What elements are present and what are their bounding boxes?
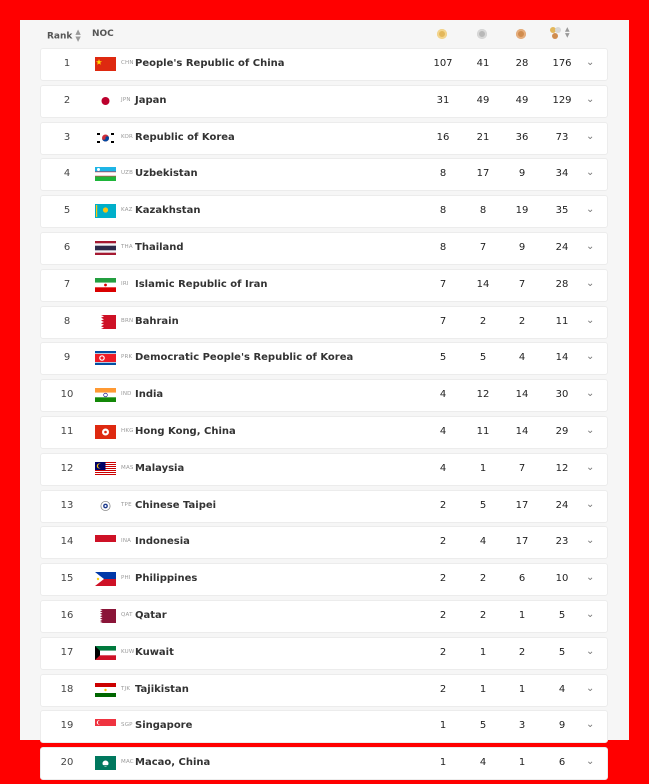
noc-code: QAT bbox=[121, 611, 133, 618]
gold-medal-icon[interactable] bbox=[437, 29, 447, 39]
table-row[interactable] bbox=[40, 674, 608, 707]
silver-count: 17 bbox=[476, 168, 490, 180]
total-medals-sort[interactable] bbox=[550, 27, 572, 41]
table-row[interactable] bbox=[40, 600, 608, 633]
bronze-count: 28 bbox=[515, 58, 529, 69]
silver-count: 5 bbox=[479, 352, 487, 364]
rank-value: 16 bbox=[60, 609, 74, 621]
bronze-count: 19 bbox=[515, 205, 529, 217]
noc-code: SGP bbox=[121, 722, 133, 729]
medal-table-panel bbox=[20, 20, 629, 769]
table-header bbox=[20, 20, 629, 48]
total-count: 4 bbox=[558, 683, 566, 695]
table-row[interactable] bbox=[40, 453, 608, 486]
table-row[interactable] bbox=[40, 269, 608, 302]
hkg-flag-icon bbox=[95, 425, 116, 439]
tpe-flag-icon bbox=[95, 499, 116, 513]
chevron-down-icon[interactable]: ⌄ bbox=[586, 719, 595, 731]
chevron-down-icon[interactable]: ⌄ bbox=[586, 498, 595, 510]
chevron-down-icon[interactable]: ⌄ bbox=[586, 535, 595, 547]
silver-count: 1 bbox=[479, 646, 487, 658]
rank-value: 14 bbox=[60, 536, 74, 548]
bronze-count: 36 bbox=[515, 131, 529, 143]
sort-icon[interactable]: ▲ ▼ bbox=[75, 28, 81, 43]
chevron-down-icon[interactable]: ⌄ bbox=[586, 645, 595, 657]
total-count: 34 bbox=[555, 168, 569, 180]
noc-code: CHN bbox=[121, 60, 134, 66]
silver-count: 14 bbox=[476, 278, 490, 290]
ina-flag-icon bbox=[95, 535, 116, 549]
bronze-count: 2 bbox=[518, 646, 526, 658]
rank-value: 20 bbox=[60, 757, 74, 769]
silver-count: 2 bbox=[479, 315, 487, 327]
bronze-count: 4 bbox=[518, 352, 526, 364]
gold-count: 2 bbox=[439, 499, 447, 511]
table-row[interactable] bbox=[40, 379, 608, 412]
total-count: 6 bbox=[558, 757, 566, 769]
qat-flag-icon bbox=[95, 609, 116, 623]
total-count: 12 bbox=[555, 462, 569, 474]
gold-count: 5 bbox=[439, 352, 447, 364]
chevron-down-icon[interactable]: ⌄ bbox=[586, 130, 595, 142]
bronze-count: 3 bbox=[518, 720, 526, 732]
total-count: 5 bbox=[558, 609, 566, 621]
country-name[interactable]: Malaysia bbox=[135, 462, 185, 474]
noc-code: THA bbox=[121, 243, 133, 250]
table-row[interactable] bbox=[40, 747, 608, 780]
noc-code: INA bbox=[121, 538, 132, 545]
silver-count: 1 bbox=[479, 462, 487, 474]
noc-code: MAS bbox=[121, 464, 134, 471]
noc-code: MAC bbox=[121, 759, 134, 766]
chevron-down-icon[interactable]: ⌄ bbox=[586, 424, 595, 436]
table-row[interactable] bbox=[40, 637, 608, 670]
total-count: 10 bbox=[555, 573, 569, 585]
kor-flag-icon bbox=[95, 131, 116, 145]
rank-value: 9 bbox=[63, 352, 71, 364]
bronze-count: 1 bbox=[518, 609, 526, 621]
total-count: 29 bbox=[555, 425, 569, 437]
kaz-flag-icon bbox=[95, 204, 116, 218]
table-row[interactable] bbox=[40, 195, 608, 228]
silver-count: 5 bbox=[479, 499, 487, 511]
rank-value: 2 bbox=[63, 94, 71, 106]
total-count: 73 bbox=[555, 131, 569, 143]
bronze-count: 9 bbox=[518, 168, 526, 180]
country-name[interactable]: Chinese Taipei bbox=[135, 499, 217, 511]
gold-count: 4 bbox=[439, 425, 447, 437]
table-row[interactable] bbox=[40, 526, 608, 559]
sort-icon: ▲ ▼ bbox=[565, 26, 570, 39]
noc-code: JPN bbox=[121, 96, 131, 103]
chevron-down-icon[interactable]: ⌄ bbox=[586, 204, 595, 216]
bronze-count: 7 bbox=[518, 462, 526, 474]
bronze-count: 1 bbox=[518, 757, 526, 769]
brn-flag-icon bbox=[95, 315, 116, 329]
gold-count: 1 bbox=[439, 720, 447, 732]
chevron-down-icon[interactable]: ⌄ bbox=[586, 314, 595, 326]
rank-value: 10 bbox=[60, 389, 74, 401]
rank-value: 18 bbox=[60, 683, 74, 695]
total-count: 23 bbox=[555, 536, 569, 548]
medal-table-rows bbox=[40, 48, 608, 784]
rank-value: 11 bbox=[60, 425, 74, 437]
silver-count: 8 bbox=[479, 205, 487, 217]
country-name[interactable]: Islamic Republic of Iran bbox=[135, 278, 268, 290]
gold-count: 8 bbox=[439, 168, 447, 180]
noc-code: KAZ bbox=[121, 207, 133, 214]
bronze-count: 14 bbox=[515, 389, 529, 401]
country-name[interactable]: Democratic People's Republic of Korea bbox=[135, 352, 354, 364]
total-count: 24 bbox=[555, 241, 569, 253]
gold-count: 2 bbox=[439, 573, 447, 585]
silver-count: 1 bbox=[479, 683, 487, 695]
chevron-down-icon[interactable]: ⌄ bbox=[586, 57, 595, 68]
total-count: 28 bbox=[555, 278, 569, 290]
country-name[interactable]: India bbox=[135, 389, 164, 401]
tjk-flag-icon bbox=[95, 683, 116, 697]
bronze-count: 7 bbox=[518, 278, 526, 290]
gold-count: 2 bbox=[439, 536, 447, 548]
chevron-down-icon[interactable]: ⌄ bbox=[586, 93, 595, 105]
gold-count: 2 bbox=[439, 646, 447, 658]
silver-count: 7 bbox=[479, 241, 487, 253]
chevron-down-icon[interactable]: ⌄ bbox=[586, 756, 595, 768]
gold-count: 1 bbox=[439, 757, 447, 769]
chevron-down-icon[interactable]: ⌄ bbox=[586, 682, 595, 694]
noc-code: TJK bbox=[121, 685, 131, 692]
uzb-flag-icon bbox=[95, 167, 116, 181]
gold-count: 107 bbox=[433, 58, 453, 69]
country-name[interactable]: Philippines bbox=[135, 573, 198, 585]
table-row[interactable] bbox=[40, 306, 608, 339]
noc-code: PRK bbox=[121, 354, 133, 361]
total-count: 129 bbox=[552, 94, 572, 106]
bronze-count: 49 bbox=[515, 94, 529, 106]
total-count: 5 bbox=[558, 646, 566, 658]
silver-count: 21 bbox=[476, 131, 490, 143]
sgp-flag-icon bbox=[95, 719, 116, 733]
silver-count: 4 bbox=[479, 757, 487, 769]
ind-flag-icon bbox=[95, 388, 116, 402]
rank-value: 5 bbox=[63, 205, 71, 217]
rank-header-label: Rank bbox=[47, 31, 73, 42]
gold-count: 2 bbox=[439, 609, 447, 621]
table-row[interactable] bbox=[40, 158, 608, 191]
silver-count: 49 bbox=[476, 94, 490, 106]
silver-count: 41 bbox=[476, 58, 490, 69]
silver-count: 4 bbox=[479, 536, 487, 548]
total-count: 35 bbox=[555, 205, 569, 217]
phi-flag-icon bbox=[95, 572, 116, 586]
chevron-down-icon[interactable]: ⌄ bbox=[586, 167, 595, 179]
bronze-count: 17 bbox=[515, 536, 529, 548]
tha-flag-icon bbox=[95, 241, 116, 255]
total-count: 30 bbox=[555, 389, 569, 401]
mas-flag-icon bbox=[95, 462, 116, 476]
country-name[interactable]: Uzbekistan bbox=[135, 168, 198, 180]
noc-code: BRN bbox=[121, 317, 134, 324]
noc-code: TPE bbox=[121, 501, 132, 508]
chevron-down-icon[interactable]: ⌄ bbox=[586, 461, 595, 473]
country-name[interactable]: Hong Kong, China bbox=[135, 425, 236, 437]
country-name[interactable]: Republic of Korea bbox=[135, 131, 235, 143]
silver-count: 12 bbox=[476, 389, 490, 401]
country-name[interactable]: Bahrain bbox=[135, 315, 179, 327]
gold-count: 16 bbox=[436, 131, 450, 143]
table-row[interactable] bbox=[40, 85, 608, 118]
silver-count: 2 bbox=[479, 573, 487, 585]
total-count: 24 bbox=[555, 499, 569, 511]
gold-count: 7 bbox=[439, 278, 447, 290]
gold-count: 31 bbox=[436, 94, 450, 106]
rank-value: 6 bbox=[63, 241, 71, 253]
country-name[interactable]: Macao, China bbox=[135, 757, 211, 769]
bronze-count: 17 bbox=[515, 499, 529, 511]
kuw-flag-icon bbox=[95, 646, 116, 660]
chn-flag-icon bbox=[95, 57, 116, 71]
gold-count: 2 bbox=[439, 683, 447, 695]
noc-code: HKG bbox=[121, 427, 134, 434]
country-name[interactable]: Singapore bbox=[135, 720, 193, 732]
table-row[interactable] bbox=[40, 48, 608, 81]
total-count: 11 bbox=[555, 315, 569, 327]
country-name[interactable]: Qatar bbox=[135, 609, 167, 621]
chevron-down-icon[interactable]: ⌄ bbox=[586, 240, 595, 252]
rank-column-header[interactable] bbox=[47, 29, 81, 43]
rank-value: 1 bbox=[63, 58, 71, 69]
gold-count: 8 bbox=[439, 205, 447, 217]
total-count: 9 bbox=[558, 720, 566, 732]
total-medals-icon-silver bbox=[555, 27, 561, 33]
bronze-count: 2 bbox=[518, 315, 526, 327]
noc-code: KUW bbox=[121, 648, 135, 655]
noc-code: UZB bbox=[121, 170, 134, 177]
rank-value: 17 bbox=[60, 646, 74, 658]
table-row[interactable] bbox=[40, 342, 608, 375]
noc-code: IRI bbox=[121, 280, 129, 287]
rank-value: 7 bbox=[63, 278, 71, 290]
table-row[interactable] bbox=[40, 232, 608, 265]
country-name[interactable]: Indonesia bbox=[135, 536, 190, 548]
country-name[interactable]: Tajikistan bbox=[135, 683, 189, 695]
rank-value: 13 bbox=[60, 499, 74, 511]
bronze-count: 14 bbox=[515, 425, 529, 437]
chevron-down-icon[interactable]: ⌄ bbox=[586, 388, 595, 400]
gold-count: 8 bbox=[439, 241, 447, 253]
chevron-down-icon[interactable]: ⌄ bbox=[586, 572, 595, 584]
table-row[interactable] bbox=[40, 416, 608, 449]
rank-value: 19 bbox=[60, 720, 74, 732]
table-row[interactable] bbox=[40, 122, 608, 155]
gold-count: 4 bbox=[439, 389, 447, 401]
jpn-flag-icon bbox=[95, 94, 116, 108]
silver-count: 2 bbox=[479, 609, 487, 621]
mac-flag-icon bbox=[95, 756, 116, 770]
bronze-count: 1 bbox=[518, 683, 526, 695]
table-row[interactable] bbox=[40, 490, 608, 523]
total-count: 14 bbox=[555, 352, 569, 364]
iri-flag-icon bbox=[95, 278, 116, 292]
silver-count: 5 bbox=[479, 720, 487, 732]
prk-flag-icon bbox=[95, 351, 116, 365]
country-name[interactable]: Kuwait bbox=[135, 646, 174, 658]
bronze-count: 6 bbox=[518, 573, 526, 585]
chevron-down-icon[interactable]: ⌄ bbox=[586, 277, 595, 289]
silver-medal-icon[interactable] bbox=[477, 29, 487, 39]
rank-value: 4 bbox=[63, 168, 71, 180]
rank-value: 8 bbox=[63, 315, 71, 327]
country-name[interactable]: Thailand bbox=[135, 241, 184, 253]
gold-count: 4 bbox=[439, 462, 447, 474]
noc-code: KOR bbox=[121, 133, 134, 140]
total-count: 176 bbox=[552, 58, 572, 69]
silver-count: 11 bbox=[476, 425, 490, 437]
table-row[interactable] bbox=[40, 563, 608, 596]
rank-value: 12 bbox=[60, 462, 74, 474]
table-row[interactable] bbox=[40, 710, 608, 743]
country-name[interactable]: Kazakhstan bbox=[135, 205, 201, 217]
total-medals-icon-bronze bbox=[552, 33, 558, 39]
rank-value: 15 bbox=[60, 573, 74, 585]
noc-column-header: NOC bbox=[92, 29, 114, 39]
bronze-medal-icon[interactable] bbox=[516, 29, 526, 39]
noc-code: IND bbox=[121, 391, 132, 398]
country-name[interactable]: People's Republic of China bbox=[135, 58, 285, 69]
rank-value: 3 bbox=[63, 131, 71, 143]
chevron-down-icon[interactable]: ⌄ bbox=[586, 351, 595, 363]
gold-count: 7 bbox=[439, 315, 447, 327]
bronze-count: 9 bbox=[518, 241, 526, 253]
noc-code: PHI bbox=[121, 575, 131, 582]
country-name[interactable]: Japan bbox=[135, 94, 167, 106]
chevron-down-icon[interactable]: ⌄ bbox=[586, 608, 595, 620]
